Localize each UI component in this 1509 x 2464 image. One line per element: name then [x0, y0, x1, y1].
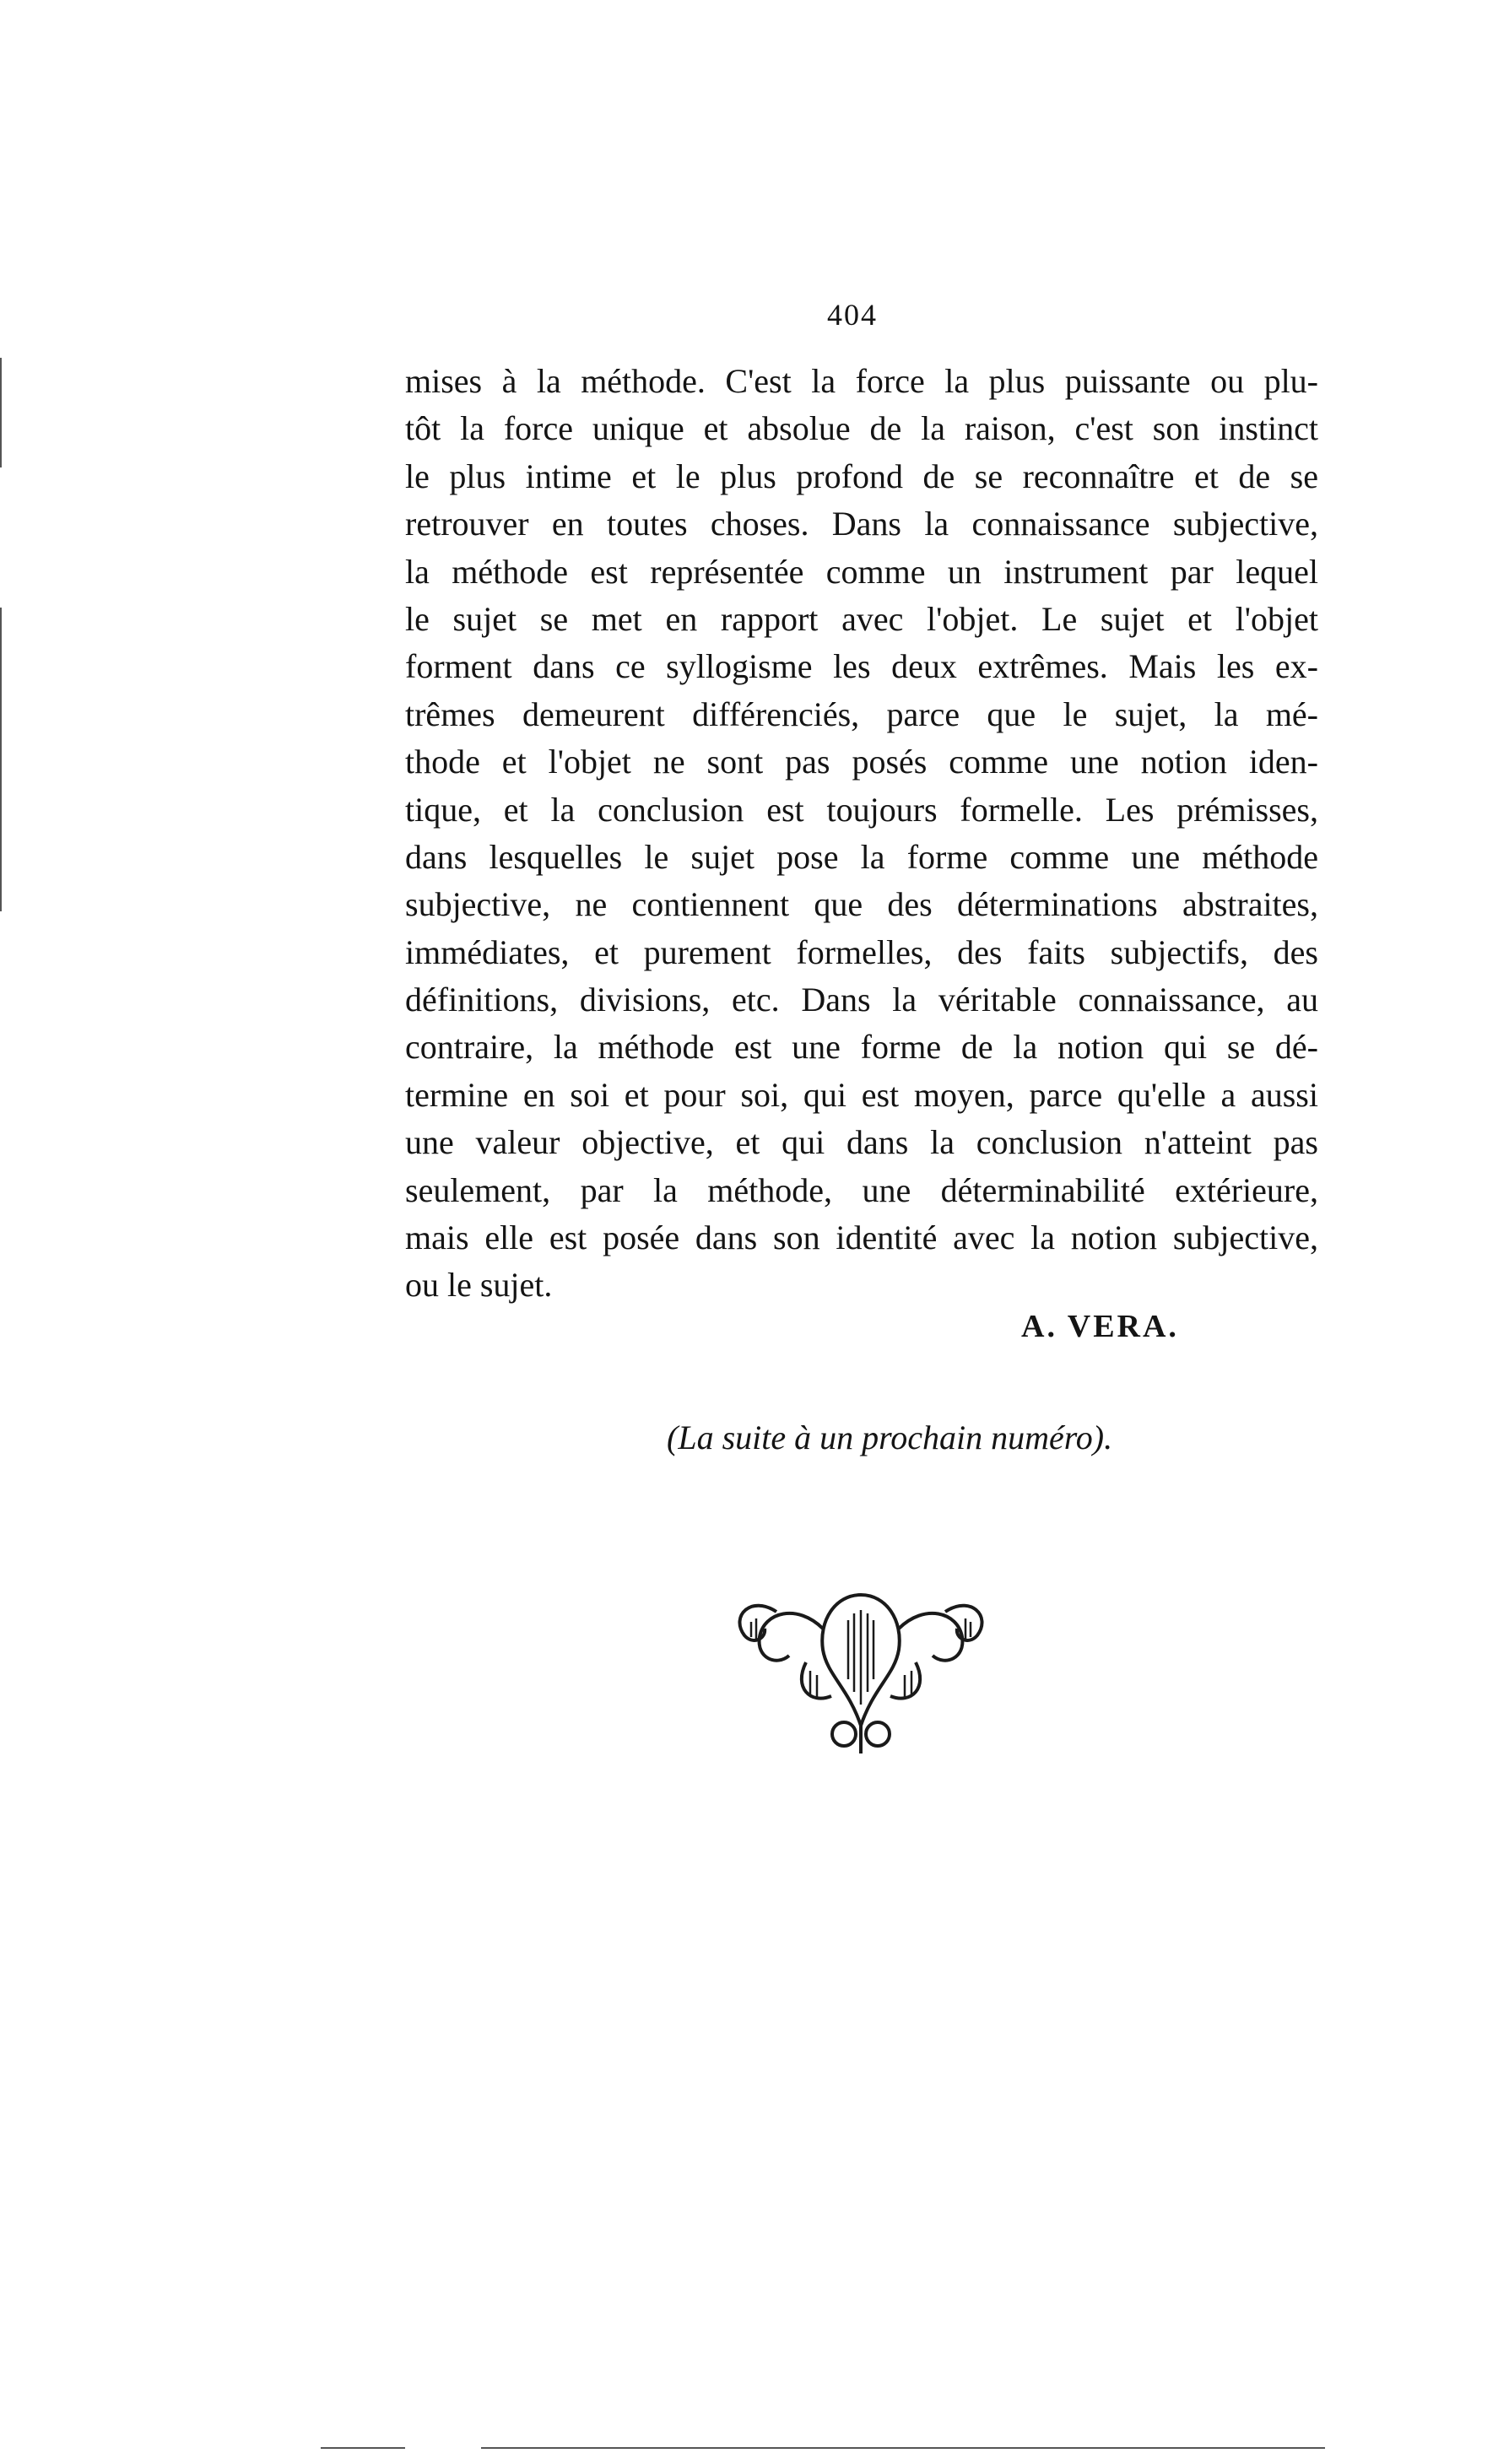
text-line: tique, et la conclusion est toujours formelle. Les prémisses,: [405, 790, 1318, 829]
text-line: contraire, la méthode est une forme de la notion qui se dé-: [405, 1028, 1318, 1067]
text-line: forment dans ce syllogisme les deux extrêmes. Mais les ex-: [405, 647, 1318, 686]
text-line: retrouver en toutes choses. Dans la connaissance subjective,: [405, 505, 1318, 543]
page-number: 404: [827, 298, 878, 332]
text-line: mais elle est posée dans son identité avec la notion subjective,: [405, 1218, 1318, 1257]
bottom-margin-rule: [481, 2447, 1325, 2449]
text-line: trêmes demeurent différenciés, parce que le sujet, la mé-: [405, 694, 1318, 733]
fleuron-ornament-icon: [726, 1578, 996, 1755]
left-margin-rule: [0, 608, 2, 911]
text-line: ou le sujet.: [405, 1266, 553, 1305]
text-line: le plus intime et le plus profond de se reconnaître et de se: [405, 457, 1318, 495]
left-margin-rule: [0, 358, 2, 467]
bottom-margin-rule: [321, 2447, 405, 2449]
text-line: mises à la méthode. C'est la force la plus puissante ou plu-: [405, 362, 1318, 400]
text-line: thode et l'objet ne sont pas posés comme une notion iden-: [405, 743, 1318, 781]
author-signature: A. VERA.: [1021, 1309, 1179, 1344]
text-line: une valeur objective, et qui dans la conclusion n'atteint pas: [405, 1123, 1318, 1162]
text-line: subjective, ne contiennent que des déterminations abstraites,: [405, 885, 1318, 924]
text-line: termine en soi et pour soi, qui est moyen, parce qu'elle a aussi: [405, 1075, 1318, 1114]
text-line: la méthode est représentée comme un instrument par lequel: [405, 552, 1318, 591]
text-line: dans lesquelles le sujet pose la forme comme une méthode: [405, 837, 1318, 876]
body-text: [405, 358, 1318, 1310]
continuation-note: (La suite à un prochain numéro).: [667, 1418, 1113, 1456]
text-line: tôt la force unique et absolue de la raison, c'est son instinct: [405, 409, 1318, 448]
text-line: définitions, divisions, etc. Dans la véritable connaissance, au: [405, 981, 1318, 1019]
text-line: seulement, par la méthode, une déterminabilité extérieure,: [405, 1170, 1318, 1209]
text-line: le sujet se met en rapport avec l'objet. Le sujet et l'objet: [405, 599, 1318, 638]
text-line: immédiates, et purement formelles, des faits subjectifs, des: [405, 932, 1318, 971]
